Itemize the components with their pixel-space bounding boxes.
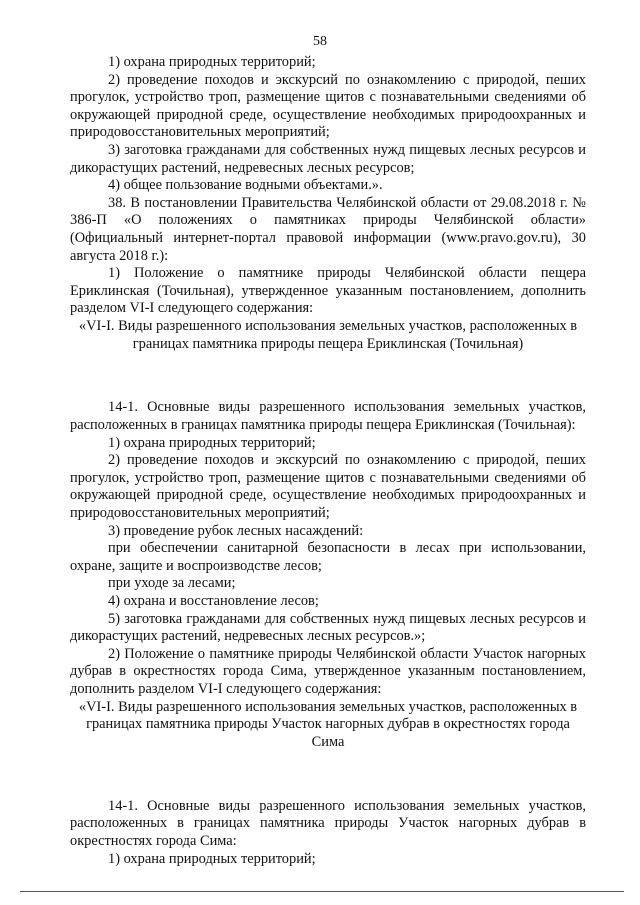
paragraph: 38. В постановлении Правительства Челябинской области от 29.08.2018 г. № 386-П «О положениях о памятниках природы Челябинской области» (Официальный интернет-портал правовой информации (www.pravo.gov.ru), 30 августа 2018 г.): <box>70 194 586 264</box>
page-number: 58 <box>313 34 327 49</box>
paragraph: 3) проведение рубок лесных насаждений: <box>108 522 364 539</box>
section-heading: «VI-I. Виды разрешенного использования земельных участков, расположенных в границах памятника природы пещера Ериклинская (Точильная) <box>78 317 578 352</box>
paragraph: 1) охрана природных территорий; <box>108 434 316 451</box>
paragraph: 2) проведение походов и экскурсий по ознакомлению с природой, пеших прогулок, устройство троп, размещение щитов с познавательными сведениями об окружающей природной среде, осуществление необходимых природоохранных и природовосстановительных мероприятий; <box>70 452 586 522</box>
document-body <box>70 54 586 868</box>
paragraph: 1) охрана природных территорий; <box>108 54 316 70</box>
paragraph: при уходе за лесами; <box>108 575 236 592</box>
paragraph-spacer <box>70 766 586 784</box>
paragraph: 2) Положение о памятнике природы Челябинской области Участок нагорных дубрав в окрестностях города Сима, утвержденное указанным постановлением, дополнить разделом VI-I следующего содержания: <box>70 645 586 697</box>
paragraph: при обеспечении санитарной безопасности в лесах при использовании, охране, защите и воспроизводстве лесов; <box>70 540 586 574</box>
section-heading: «VI-I. Виды разрешенного использования земельных участков, расположенных в границах памятника природы Участок нагорных дубрав в окрестностях города Сима <box>78 698 578 750</box>
paragraph-spacer <box>70 367 586 385</box>
paragraph: 5) заготовка гражданами для собственных нужд пищевых лесных ресурсов и дикорастущих растений, недревесных лесных ресурсов.»; <box>70 610 586 645</box>
paragraph: 2) проведение походов и экскурсий по ознакомлению с природой, пеших прогулок, устройство троп, размещение щитов с познавательными сведениями об окружающей природной среде, осуществление необходимых природоохранных и природовосстановительных мероприятий; <box>70 71 586 141</box>
paragraph: 1) охрана природных территорий; <box>108 850 316 867</box>
paragraph: 14-1. Основные виды разрешенного использования земельных участков, расположенных в границах памятника природы пещера Ериклинская (Точильная): <box>70 399 586 434</box>
paragraph: 3) заготовка гражданами для собственных нужд пищевых лесных ресурсов и дикорастущих растений, недревесных лесных ресурсов; <box>70 141 586 176</box>
paragraph: 14-1. Основные виды разрешенного использования земельных участков, расположенных в границах памятника природы Участок нагорных дубрав в окрестностях города Сима: <box>70 797 586 849</box>
footer-rule <box>20 891 624 892</box>
paragraph: 1) Положение о памятнике природы Челябинской области пещера Ериклинская (Точильная), утвержденное указанным постановлением, дополнить разделом VI-I следующего содержания: <box>70 265 586 317</box>
paragraph: 4) охрана и восстановление лесов; <box>108 593 319 609</box>
paragraph: 4) общее пользование водными объектами.». <box>108 177 383 194</box>
